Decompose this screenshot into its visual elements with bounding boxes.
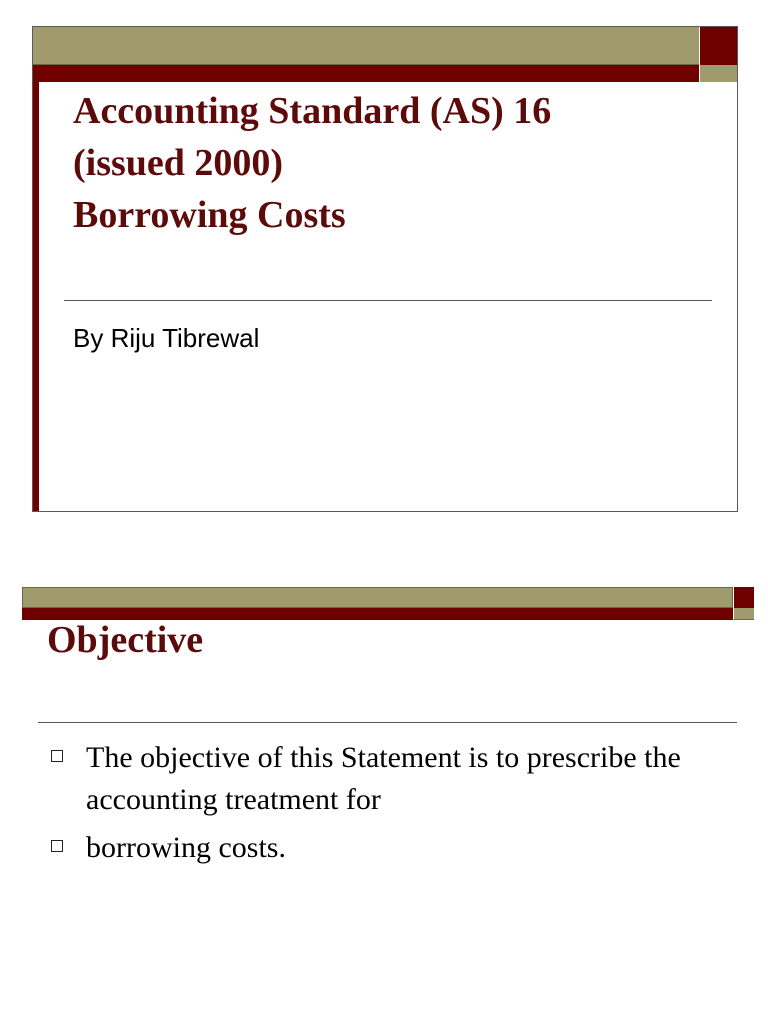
title-divider <box>64 300 712 301</box>
corner-square-red <box>733 587 754 608</box>
corner-square-red <box>699 27 737 65</box>
list-item <box>48 827 748 869</box>
title-slide <box>32 26 738 512</box>
bullet-list <box>48 737 748 875</box>
side-accent-bar <box>33 82 39 511</box>
title-line: (issued 2000) <box>73 142 284 184</box>
corner-square-olive <box>699 65 737 82</box>
bullet-text: The objective of this Statement is to prescribe the accounting treatment for <box>86 741 681 816</box>
author-subtitle: By Riju Tibrewal <box>73 323 260 353</box>
hollow-square-bullet-icon <box>51 750 63 762</box>
header-band-olive <box>33 27 699 65</box>
title-line: Accounting Standard (AS) 16 <box>73 90 552 132</box>
objective-slide <box>22 587 754 1024</box>
header-band-red <box>33 65 699 82</box>
title-line: Borrowing Costs <box>73 194 346 236</box>
hollow-square-bullet-icon <box>51 840 63 852</box>
bullet-text: borrowing costs. <box>86 831 286 864</box>
header-band-olive <box>22 587 733 608</box>
slide-title <box>73 85 713 241</box>
heading-divider <box>38 722 737 723</box>
list-item <box>48 737 748 821</box>
corner-square-olive <box>733 608 754 620</box>
slide-heading: Objective <box>47 619 204 661</box>
